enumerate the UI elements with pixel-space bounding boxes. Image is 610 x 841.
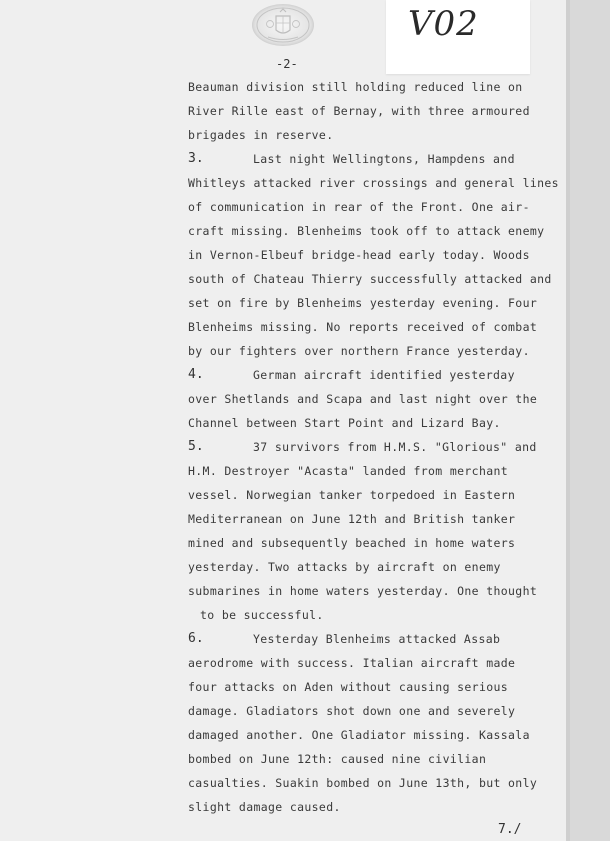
archive-reference-label [386,0,530,74]
text-line: Channel between Start Point and Lizard Bay. [188,416,501,430]
text-line: Last night Wellingtons, Hampdens and [253,152,515,166]
text-line: brigades in reserve. [188,128,334,142]
text-line: yesterday. Two attacks by aircraft on enemy [188,560,501,574]
text-line: H.M. Destroyer "Acasta" landed from merchant [188,464,509,478]
text-line: aerodrome with success. Italian aircraft made [188,656,516,670]
text-line: set on fire by Blenheims yesterday evening. Four [188,296,538,310]
text-line: by our fighters over northern France yesterday. [188,344,530,358]
text-line: Whitleys attacked river crossings and general lines [188,176,559,190]
text-line: of communication in rear of the Front. One air- [188,200,530,214]
text-line: craft missing. Blenheims took off to attack enemy [188,224,545,238]
paragraph-number: 3. [188,151,204,166]
page-number: -2- [276,57,298,71]
crest-icon [252,4,314,46]
text-line: Blenheims missing. No reports received of combat [188,320,538,334]
archive-reference-number: V02 [408,4,479,44]
page-edge-shadow [566,0,570,841]
text-line: submarines in home waters yesterday. One thought [188,584,538,598]
continuation-marker: 7./ [498,822,522,837]
text-line: four attacks on Aden without causing serious [188,680,509,694]
paragraph-number: 5. [188,439,204,454]
text-line: 37 survivors from H.M.S. "Glorious" and [253,440,537,454]
text-line: vessel. Norwegian tanker torpedoed in Eastern [188,488,516,502]
text-line: to be successful. [200,608,324,622]
text-line: over Shetlands and Scapa and last night over the [188,392,538,406]
text-line: slight damage caused. [188,800,341,814]
text-line: south of Chateau Thierry successfully attacked and [188,272,552,286]
text-line: Beauman division still holding reduced line on [188,80,523,94]
text-line: bombed on June 12th: caused nine civilian [188,752,487,766]
royal-crest-embossed-seal [252,4,314,46]
text-line: in Vernon-Elbeuf bridge-head early today. Woods [188,248,530,262]
paragraph-number: 6. [188,631,204,646]
paragraph-number: 4. [188,367,204,382]
text-line: Mediterranean on June 12th and British tanker [188,512,516,526]
text-line: damaged another. One Gladiator missing. Kassala [188,728,530,742]
text-line: mined and subsequently beached in home waters [188,536,516,550]
text-line: German aircraft identified yesterday [253,368,515,382]
text-line: Yesterday Blenheims attacked Assab [253,632,501,646]
text-line: casualties. Suakin bombed on June 13th, but only [188,776,538,790]
text-line: River Rille east of Bernay, with three armoured [188,104,530,118]
text-line: damage. Gladiators shot down one and severely [188,704,516,718]
